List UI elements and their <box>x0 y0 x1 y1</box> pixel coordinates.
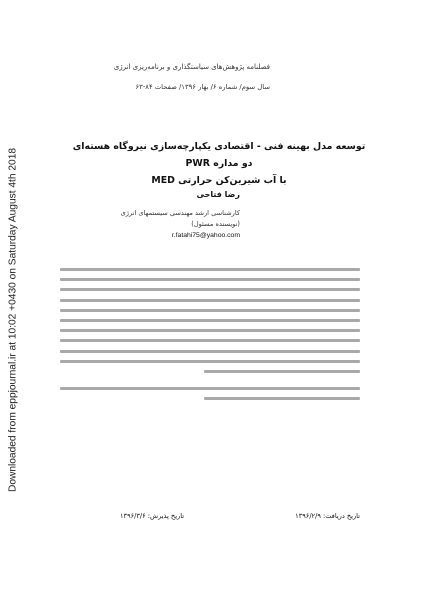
author-position: کارشناسی ارشد مهندسی سیستمهای انرژی <box>120 209 240 217</box>
abstract-line <box>60 319 360 322</box>
abstract-line <box>60 329 360 332</box>
keywords-paragraph <box>60 387 360 413</box>
author-role: (نویسنده مسئول) <box>191 220 240 228</box>
journal-header <box>70 62 270 93</box>
abstract-line <box>60 360 360 363</box>
journal-issue: سال سوم/ شماره ۶/ بهار ۱۳۹۶/ صفحات ۸۴-۶۳ <box>135 83 270 91</box>
abstract-line <box>60 268 360 271</box>
abstract-line <box>60 278 360 281</box>
abstract-line <box>60 288 360 291</box>
title-line-1: توسعه مدل بهینه فنی - اقتصادی یکپارچه‌سازی نیروگاه هسته‌ای دو مداره PWR <box>72 141 366 169</box>
journal-name: فصلنامه پژوهش‌های سیاستگذاری و برنامه‌ریزی انرژی <box>113 63 270 71</box>
abstract-line <box>204 370 360 373</box>
abstract-line <box>60 309 360 312</box>
author-block <box>120 188 240 241</box>
download-note: Downloaded from eppjournal.ir at 10:02 +0430 on Saturday August 4th 2018 <box>7 147 19 493</box>
date-accepted: تاریخ پذیرش: ۱۳۹۶/۳/۶ <box>120 512 185 520</box>
keywords-line <box>204 397 360 400</box>
author-name: رضا فتاحی <box>196 190 240 199</box>
dates-row <box>60 512 360 526</box>
abstract-line <box>60 350 360 353</box>
abstract-line <box>60 339 360 342</box>
date-received: تاریخ دریافت: ۱۳۹۶/۲/۹ <box>295 512 360 520</box>
download-sidebar <box>6 120 20 520</box>
author-email: r.fatahi75@yahoo.com <box>171 232 240 239</box>
abstract-paragraph <box>60 268 360 373</box>
abstract-line <box>60 299 360 302</box>
paper-title <box>70 138 368 189</box>
title-line-2: با آب شیرین‌کن حرارتی MED <box>151 175 287 186</box>
keywords-line <box>60 387 360 390</box>
